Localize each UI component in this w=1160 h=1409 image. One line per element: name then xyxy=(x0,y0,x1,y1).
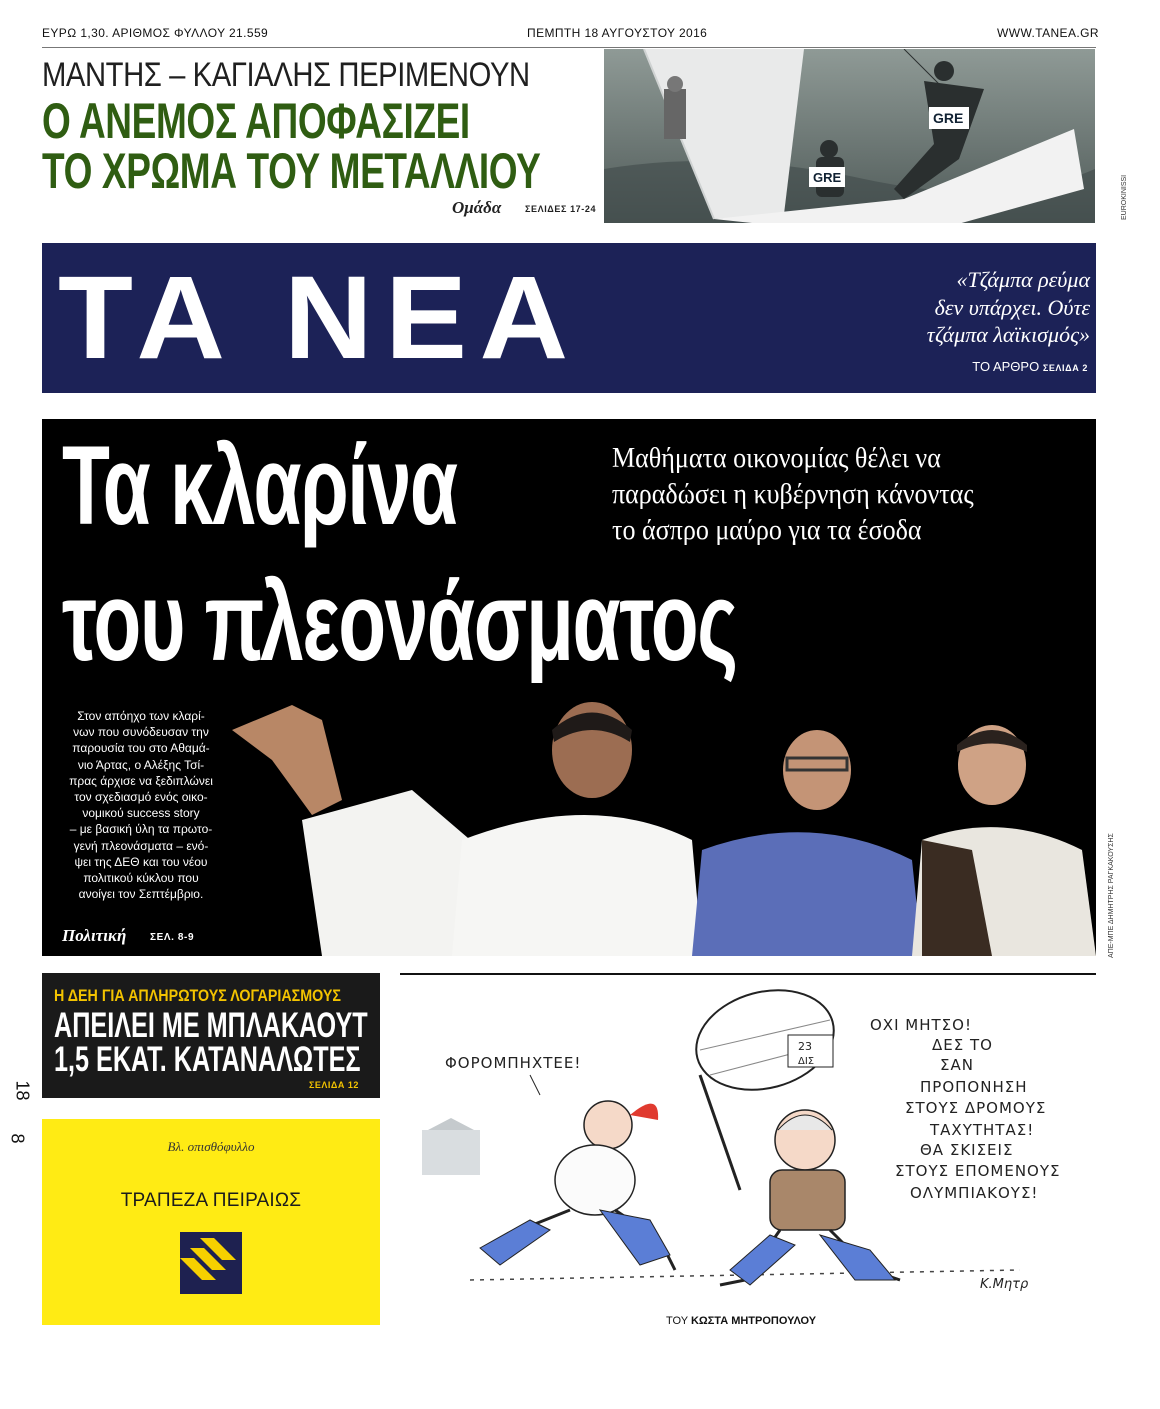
newspaper-logo[interactable]: ΤΑ ΝΕΑ xyxy=(58,252,581,384)
body-line: πρας άρχισε να ξεδιπλώνει xyxy=(69,773,213,788)
masthead-quote-line3[interactable]: τζάμπα λαϊκισμός» xyxy=(926,322,1090,347)
speech-right-line: ΘΑ ΣΚΙΣΕΙΣ xyxy=(920,1141,1014,1159)
main-section: Πολιτική xyxy=(62,926,127,945)
promo-pages: ΣΕΛΙΔΕΣ 17-24 xyxy=(525,204,597,214)
side-headline-line1[interactable]: ΑΠΕΙΛΕΙ ΜΕ ΜΠΛΑΚΑΟΥΤ xyxy=(54,1006,368,1045)
body-line: παρουσία του στο Αθαμά- xyxy=(72,741,210,756)
sail-number-1: GRE xyxy=(813,170,842,185)
net-tag-line2: ΔΙΣ xyxy=(798,1056,815,1067)
page-marker: 8 xyxy=(7,1133,28,1144)
body-line: ανοίγει τον Σεπτέμβριο. xyxy=(78,887,204,902)
cartoon-credit xyxy=(666,1315,816,1327)
price-issue: ΕΥΡΩ 1,30. ΑΡΙΘΜΟΣ ΦΥΛΛΟΥ 21.559 xyxy=(42,26,269,40)
body-line: – με βασική ύλη τα πρωτο- xyxy=(69,822,213,837)
promo-photo-credit: EUROKINISSI xyxy=(1121,174,1128,220)
main-pages: ΣΕΛ. 8-9 xyxy=(150,932,195,943)
speech-right-line: ΟΧΙ ΜΗΤΣΟ! xyxy=(870,1016,972,1034)
side-story-page: ΣΕΛΙΔΑ 12 xyxy=(309,1080,359,1090)
promo-headline-line1[interactable]: Ο ΑΝΕΜΟΣ ΑΠΟΦΑΣΙΖΕΙ xyxy=(42,93,470,149)
promo-section: Ομάδα xyxy=(452,198,502,217)
page-marker: 18 xyxy=(12,1080,33,1101)
side-story-kicker: Η ΔΕΗ ΓΙΑ ΑΠΛΗΡΩΤΟΥΣ ΛΟΓΑΡΙΑΣΜΟΥΣ xyxy=(54,986,341,1005)
article-page: ΣΕΛΙΔΑ 2 xyxy=(1042,363,1088,373)
speech-right-line: ΣΤΟΥΣ ΔΡΟΜΟΥΣ xyxy=(905,1099,1047,1117)
ad-bank-name: ΤΡΑΠΕΖΑ ΠΕΙΡΑΙΩΣ xyxy=(120,1190,302,1211)
article-label: ΤΟ ΑΡΘΡΟ xyxy=(972,359,1040,374)
bank-logo-icon xyxy=(180,1232,242,1294)
cartoon-credit-prefix: ΤΟΥ xyxy=(666,1315,688,1327)
issue-date: ΠΕΜΠΤΗ 18 ΑΥΓΟΥΣΤΟΥ 2016 xyxy=(527,26,708,40)
body-line: νομικού success story xyxy=(82,806,200,821)
speech-right-line: ΤΑΧΥΤΗΤΑΣ! xyxy=(930,1121,1035,1139)
speech-right-line: ΔΕΣ ΤΟ xyxy=(932,1036,993,1054)
editorial-cartoon xyxy=(400,980,1096,1310)
body-line: γενή πλεονάσματα – ενό- xyxy=(73,838,209,853)
main-headline-line2[interactable]: του πλεονάσματος xyxy=(62,559,737,684)
cartoon-signature: Κ.Μητρ xyxy=(980,1277,1029,1292)
sail-number-2: GRE xyxy=(933,110,964,126)
main-deck-line1: Μαθήματα οικονομίας θέλει να xyxy=(612,443,941,474)
speech-right-line: ΣΤΟΥΣ ΕΠΟΜΕΝΟΥΣ xyxy=(895,1162,1061,1180)
body-line: πολιτικού κύκλου που xyxy=(83,871,199,886)
main-photo-credit: ΑΠΕ-ΜΠΕ ΔΗΜΗΤΡΗΣ ΡΑΓΚΑΚΟΥΣΗΣ xyxy=(1108,833,1115,958)
top-rule xyxy=(42,47,1096,48)
main-headline-line1[interactable]: Τα κλαρίνα xyxy=(62,423,457,548)
net-tag-line1: 23 xyxy=(798,1040,812,1053)
main-deck-line3: το άσπρο μαύρο για τα έσοδα xyxy=(612,515,922,546)
main-story-photo xyxy=(232,690,1096,956)
promo-kicker: ΜΑΝΤΗΣ – ΚΑΓΙΑΛΗΣ ΠΕΡΙΜΕΝΟΥΝ xyxy=(42,56,530,94)
website-link[interactable]: WWW.TANEA.GR xyxy=(997,26,1099,40)
body-line: νιο Άρτας, ο Αλέξης Τσί- xyxy=(77,757,205,772)
body-line: τον σχεδιασμό ενός οικο- xyxy=(74,790,208,805)
speech-left: ΦΟΡΟΜΠΗΧΤΕΕ! xyxy=(445,1054,582,1072)
main-deck-line2: παραδώσει η κυβέρνηση κάνοντας xyxy=(612,479,974,510)
main-story-body xyxy=(52,708,230,902)
body-line: Στον απόηχο των κλαρί- xyxy=(77,709,205,723)
speech-right-line: ΣΑΝ xyxy=(940,1056,974,1074)
ad-back-page-ref: Βλ. οπισθόφυλλο xyxy=(167,1139,255,1154)
body-line: ψει της ΔΕΘ και του νέου xyxy=(74,854,208,869)
cartoon-credit-name: ΚΩΣΤΑ ΜΗΤΡΟΠΟΥΛΟΥ xyxy=(690,1315,817,1327)
masthead-quote-line2[interactable]: δεν υπάρχει. Ούτε xyxy=(934,295,1090,320)
speech-right-line: ΟΛΥΜΠΙΑΚΟΥΣ! xyxy=(910,1184,1039,1202)
promo-headline-line2[interactable]: ΤΟ ΧΡΩΜΑ ΤΟΥ ΜΕΤΑΛΛΙΟΥ xyxy=(42,143,541,199)
sailing-photo xyxy=(604,49,1095,223)
side-headline-line2[interactable]: 1,5 ΕΚΑΤ. ΚΑΤΑΝΑΛΩΤΕΣ xyxy=(54,1040,361,1079)
body-line: νων που συνόδευσαν την xyxy=(73,725,209,740)
masthead-article-ref xyxy=(972,359,1088,374)
cartoon-top-rule xyxy=(400,973,1096,975)
masthead-quote-line1[interactable]: «Τζάμπα ρεύμα xyxy=(956,267,1090,292)
speech-right-line: ΠΡΟΠΟΝΗΣΗ xyxy=(920,1078,1028,1096)
